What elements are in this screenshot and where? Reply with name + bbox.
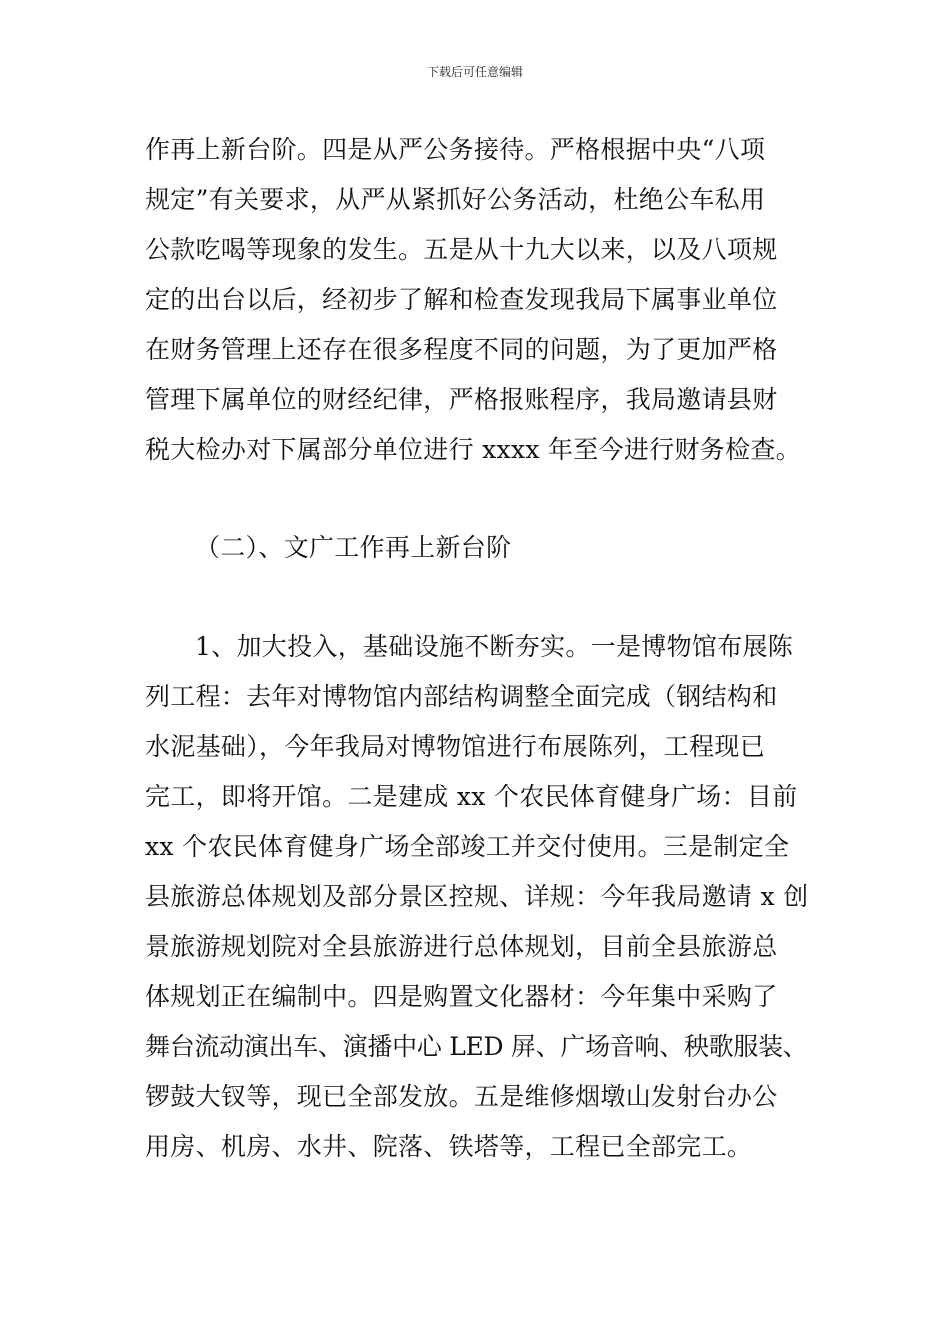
- paragraph-line: 作再上新台阶。四是从严公务接待。严格根据中央“八项: [145, 135, 766, 164]
- paragraph-line: 用房、机房、水井、院落、铁塔等，工程已全部完工。: [145, 1132, 753, 1161]
- paragraph-line: 县旅游总体规划及部分景区控规、详规：今年我局邀请 x 创: [145, 882, 809, 911]
- paragraph-line: 管理下属单位的财经纪律，严格报账程序，我局邀请县财: [145, 385, 778, 414]
- paragraph-line: xx 个农民体育健身广场全部竣工并交付使用。三是制定全: [145, 832, 790, 861]
- paragraph-line: 列工程：去年对博物馆内部结构调整全面完成（钢结构和: [145, 682, 778, 711]
- section-heading: （二）、文广工作再上新台阶: [195, 533, 512, 562]
- paragraph-line: 规定”有关要求，从严从紧抓好公务活动，杜绝公车私用: [145, 185, 766, 214]
- paragraph-line: 公款吃喝等现象的发生。五是从十九大以来，以及八项规: [145, 235, 778, 264]
- paragraph-line: 完工，即将开馆。二是建成 xx 个农民体育健身广场：目前: [145, 782, 798, 811]
- paragraph-line: 税大检办对下属部分单位进行 xxxx 年至今进行财务检查。: [145, 435, 801, 464]
- paragraph-line: 定的出台以后，经初步了解和检查发现我局下属事业单位: [145, 285, 778, 314]
- paragraph-line: 在财务管理上还存在很多程度不同的问题，为了更加严格: [145, 335, 778, 364]
- paragraph-line: 锣鼓大钗等，现已全部发放。五是维修烟墩山发射台办公: [145, 1082, 778, 1111]
- paragraph-line: 水泥基础），今年我局对博物馆进行布展陈列，工程现已: [145, 732, 766, 761]
- paragraph-line: 体规划正在编制中。四是购置文化器材：今年集中采购了: [145, 982, 778, 1011]
- paragraph-line: 舞台流动演出车、演播中心 LED 屏、广场音响、秧歌服装、: [145, 1032, 808, 1061]
- paragraph-line: 1、加大投入，基础设施不断夯实。一是博物馆布展陈: [195, 632, 794, 661]
- page-header: 下载后可任意编辑: [426, 65, 523, 79]
- paragraph-line: 景旅游规划院对全县旅游进行总体规划，目前全县旅游总: [145, 932, 778, 961]
